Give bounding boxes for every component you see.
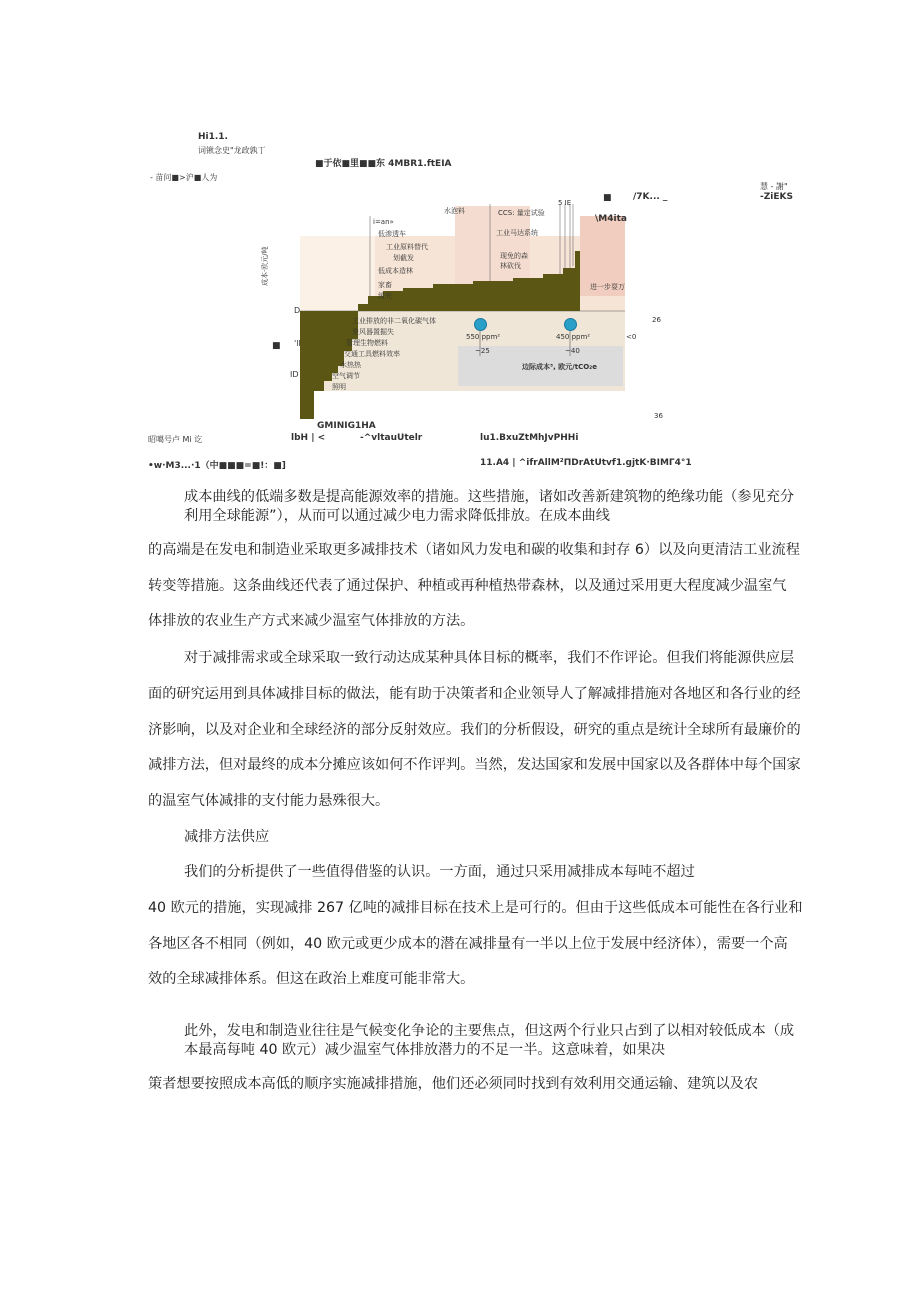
y-tick-d: D <box>294 306 301 315</box>
bubble-550ppm <box>474 318 487 331</box>
section-heading: 减排方法供应 <box>184 829 270 845</box>
label-top-3: CCS: 量定试验 <box>498 209 545 217</box>
paragraph-6-line-2: 本最高每吨 40 欧元）减少温室气体排放潜力的不足一半。这意味着，如果决 <box>184 1042 666 1058</box>
bubble-label-450: 450 ppm² <box>556 333 591 341</box>
right-marker: ■ <box>603 193 612 203</box>
label-low-4: 交通工具燃料效率 <box>344 350 400 358</box>
far-right-note-2: -ZiEKS <box>760 192 793 202</box>
y-tick-ll: 'll <box>294 339 301 348</box>
paragraph-1-line-1: 成本曲线的低端多数是提高能源效率的措施。这些措施，诸如改善新建筑物的绝缘功能（参见充分 <box>184 489 795 505</box>
pointer-label-40: ~40 <box>565 347 580 355</box>
label-low-2: 差风器置掘失 <box>352 328 394 336</box>
paragraph-3-line-1: 对于减排需求或全球采取一致行动达成某种具体目标的概率，我们不作评论。但我们将能源供应层 <box>184 650 795 666</box>
paragraph-4-line-1: 我们的分析提供了一些值得借鉴的认识。一方面，通过只采用减排成本每吨不超过 <box>184 864 695 880</box>
right-bottom-label: 36 <box>654 412 663 420</box>
paragraph-3-line-5: 的温室气体减排的支付能力悬殊很大。 <box>148 793 390 809</box>
label-low-7: 照明 <box>332 383 346 391</box>
figure-bottom-title: GMINIG1HA <box>317 421 376 431</box>
caption-part-4: lu1.BxuZtMhJvPHHi <box>480 433 579 443</box>
bubble-450ppm <box>564 318 577 331</box>
marginal-cost-label: 边际成本³, 欧元/tCO₂e <box>522 363 597 371</box>
pointer-label-25: ~25 <box>475 347 490 355</box>
label-top-7: 工业马达系统 <box>496 229 538 237</box>
label-low-6: 空气调节 <box>332 372 360 380</box>
right-small-label: 26 <box>652 316 661 324</box>
paragraph-7-line-1: 策者想要按照成本高低的顺序实施减排措施，他们还必须同时找到有效利用交通运输、建筑以及农 <box>148 1076 759 1092</box>
cost-curve-svg <box>260 196 660 426</box>
right-code: /7K... _ <box>633 192 668 202</box>
paragraph-3-line-2: 面的研究运用到具体减排目标的做法，能有助于决策者和企业领导人了解减排措施对各地区和各行业的经 <box>148 686 801 702</box>
caption-part-5: •w·M3...·1（中■■■=■!：■] <box>148 461 286 471</box>
label-top-9: 划截发 <box>393 254 414 262</box>
paragraph-6-line-1: 此外，发电和制造业往往是气候变化争论的主要焦点，但这两个行业只占到了以相对较低成本（成 <box>184 1023 795 1039</box>
label-top-2: 水泡料 <box>444 207 465 215</box>
label-top-10: 现免的森林砍伐 <box>500 252 528 270</box>
label-top-4: 5 IE <box>558 199 572 207</box>
label-low-3: 管理生物燃料 <box>346 339 388 347</box>
label-top-12: 家畜 <box>378 281 392 289</box>
paragraph-2-line-3: 体排放的农业生产方式来减少温室气体排放的方法。 <box>148 613 475 629</box>
paragraph-5-line-2: 各地区各不相同（例如，40 欧元或更少成本的潜在减排量有一半以上位于发展中经济体），需要一个高 <box>148 936 788 952</box>
right-axis-label: <0 <box>626 333 637 341</box>
figure-panel-upper-left <box>300 236 375 311</box>
figure-banner: ■于依■里■■东 4MBR1.ftEIA <box>315 159 452 169</box>
caption-part-6: 11.A4 | ^ifrAllM²ΠDrAtUtvf1.gjtK·BIMΓ4°1 <box>480 458 692 468</box>
label-top-8: 工业原料替代 <box>386 243 428 251</box>
paragraph-1-line-2: 利用全球能源”），从而可以通过减少电力需求降低排放。在成本曲线 <box>184 508 610 524</box>
caption-part-2: lbH | < <box>291 433 326 443</box>
paragraph-5-line-3: 效的全球减排体系。但这在政治上难度可能非常大。 <box>148 971 475 987</box>
label-top-11: 低成本造林 <box>378 267 413 275</box>
paragraph-5-line-1: 40 欧元的措施，实现减排 267 亿吨的减排目标在技术上是可行的。但由于这些低成本可能性在各行业和 <box>148 900 803 916</box>
paragraph-2-line-2: 转变等措施。这条曲线还代表了通过保护、种植或再种植热带森林，以及通过采用更大程度减少温室气 <box>148 578 787 594</box>
label-low-1: 工业排放的非二氧化碳气体 <box>352 317 436 325</box>
figure-subtitle: 词锹念史"龙政孰丁 <box>198 146 266 155</box>
paragraph-3-line-4: 减排方法，但对最终的成本分摊应该如何不作评判。当然，发达国家和发展中国家以及各群体中每个国家 <box>148 757 801 773</box>
bubble-label-550: 550 ppm² <box>466 333 501 341</box>
label-low-5: 水热热 <box>340 361 361 369</box>
left-note: - 苗问■>沪■人为 <box>150 173 218 182</box>
paragraph-2-line-1: 的高端是在发电和制造业采取更多减排技术（诸如风力发电和碳的收集和封存 6）以及向更清洁工业流程 <box>148 542 800 558</box>
figure-number: Hi1.1. <box>198 132 228 142</box>
caption-part-3: -^vltauUtelr <box>360 433 423 443</box>
y-axis-label: 成本·欧元/吨 <box>261 246 269 286</box>
label-top-14: 进一步耍万 <box>590 283 625 291</box>
label-top-1: i=an» <box>373 218 394 226</box>
y-tick-id: ID <box>290 370 299 379</box>
paragraph-3-line-3: 济影响，以及对企业和全球经济的部分反射效应。我们的分析假设，研究的重点是统计全球所有最廉价的 <box>148 722 801 738</box>
label-top-13: 缓充 <box>378 292 392 300</box>
label-top-6: 低渗透车 <box>378 230 406 238</box>
caption-part-1: 昭噶号卢 Mi 讫 <box>148 435 203 444</box>
left-square-marker: ■ <box>272 341 281 351</box>
label-top-5: \M4ita <box>595 214 627 224</box>
far-right-note-1: 慧 - 謝" <box>760 182 788 191</box>
